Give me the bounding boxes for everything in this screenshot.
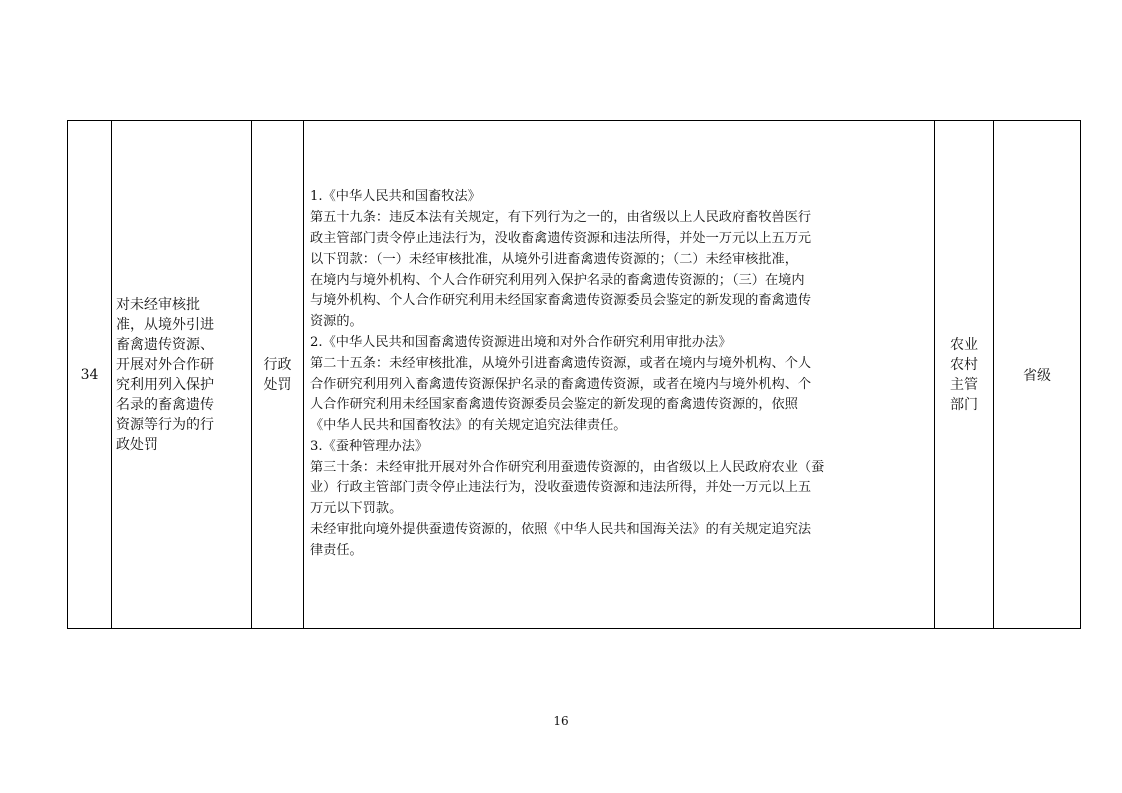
legal-basis-line: 1.《中华人民共和国畜牧法》 (310, 189, 481, 205)
legal-basis-line: 业）行政主管部门责令停止违法行为，没收蚕遗传资源和违法所得，并处一万元以上五 (310, 480, 812, 496)
row-number: 34 (68, 121, 112, 629)
legal-basis-line: 《中华人民共和国畜牧法》的有关规定追究法律责任。 (310, 418, 627, 434)
department-line: 农业 (950, 336, 978, 353)
item-name-cell (112, 121, 252, 629)
legal-basis-line: 合作研究利用列入畜禽遗传资源保护名录的畜禽遗传资源，或者在境内与境外机构、个 (310, 376, 812, 392)
legal-basis-line: 第五十九条：违反本法有关规定，有下列行为之一的，由省级以上人民政府畜牧兽医行 (310, 210, 812, 226)
legal-basis-line: 以下罚款：（一）未经审核批准，从境外引进畜禽遗传资源的；（二）未经审核批准， (310, 251, 798, 267)
department-line: 部门 (950, 396, 978, 413)
department-line: 农村 (950, 356, 978, 373)
power-type-line: 行政 (263, 356, 292, 373)
item-name-line: 对未经审核批 (116, 296, 200, 313)
legal-basis-line: 万元以下罚款。 (310, 501, 403, 517)
power-type-cell (252, 121, 304, 629)
power-type-line: 处罚 (263, 376, 292, 393)
legal-basis-line: 未经审批向境外提供蚕遗传资源的，依照《中华人民共和国海关法》的有关规定追究法 (310, 522, 812, 538)
penalty-table (67, 120, 1081, 629)
legal-basis-line: 第三十条：未经审批开展对外合作研究利用蚕遗传资源的，由省级以上人民政府农业（蚕 (310, 459, 825, 475)
item-name-line: 名录的畜禽遗传 (116, 396, 214, 413)
legal-basis-line: 政主管部门责令停止违法行为，没收畜禽遗传资源和违法所得，并处一万元以上五万元 (310, 230, 812, 246)
department-line: 主管 (950, 376, 978, 393)
item-name-line: 畜禽遗传资源、 (116, 336, 214, 353)
department-cell (935, 121, 994, 629)
legal-basis-line: 人合作研究利用未经国家畜禽遗传资源委员会鉴定的新发现的畜禽遗传资源的，依照 (310, 397, 798, 413)
item-name-line: 资源等行为的行 (116, 416, 214, 433)
legal-basis-cell (304, 121, 935, 629)
legal-basis-line: 3.《蚕种管理办法》 (310, 438, 429, 454)
legal-basis-line: 2.《中华人民共和国畜禽遗传资源进出境和对外合作研究利用审批办法》 (310, 334, 732, 350)
legal-basis-line: 第二十五条：未经审核批准，从境外引进畜禽遗传资源，或者在境内与境外机构、个人 (310, 355, 812, 371)
item-name-line: 究利用列入保护 (116, 376, 214, 393)
item-name-line: 开展对外合作研 (116, 356, 214, 373)
page-number: 16 (553, 714, 569, 728)
legal-basis-line: 律责任。 (310, 542, 363, 558)
item-name-line: 政处罚 (116, 436, 158, 453)
level-cell: 省级 (994, 121, 1081, 629)
legal-basis-line: 资源的。 (310, 314, 363, 330)
table-row (68, 121, 1081, 629)
legal-basis-line: 在境内与境外机构、个人合作研究利用列入保护名录的畜禽遗传资源的；（三）在境内 (310, 272, 805, 288)
legal-basis-line: 与境外机构、个人合作研究利用未经国家畜禽遗传资源委员会鉴定的新发现的畜禽遗传 (310, 293, 812, 309)
item-name-line: 准，从境外引进 (116, 316, 214, 333)
